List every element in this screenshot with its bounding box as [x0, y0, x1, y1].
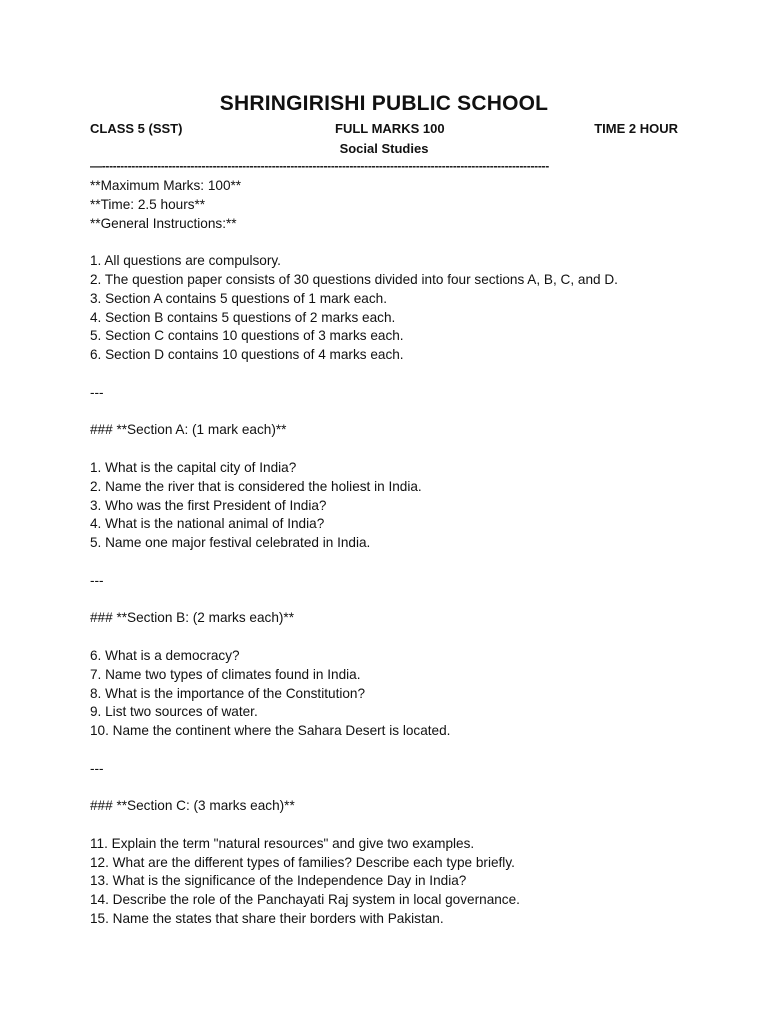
time-line: **Time: 2.5 hours** [90, 196, 206, 212]
separator: --- [90, 760, 104, 776]
question-item: 7. Name two types of climates found in India. [90, 666, 361, 682]
max-marks-line: **Maximum Marks: 100** [90, 178, 242, 193]
section-c-heading: ### **Section C: (3 marks each)** [90, 798, 295, 814]
instruction-item: 2. The question paper consists of 30 questions divided into four sections A, B, C, and D. [90, 271, 618, 287]
exam-body [90, 177, 730, 929]
subject-title: Social Studies [339, 141, 429, 156]
section-a-heading: ### **Section A: (1 mark each)** [90, 422, 287, 438]
question-item: 9. List two sources of water. [90, 704, 258, 720]
exam-meta-row [90, 121, 680, 139]
instruction-item: 3. Section A contains 5 questions of 1 mark each. [90, 290, 387, 306]
separator: --- [90, 572, 104, 588]
instruction-item: 6. Section D contains 10 questions of 4 marks each. [90, 347, 404, 363]
question-item: 1. What is the capital city of India? [90, 459, 297, 475]
question-item: 15. Name the states that share their borders with Pakistan. [90, 911, 444, 927]
full-marks-label: FULL MARKS 100 [335, 121, 445, 136]
question-item: 13. What is the significance of the Independence Day in India? [90, 873, 467, 889]
instruction-item: 4. Section B contains 5 questions of 2 marks each. [90, 309, 396, 325]
time-label: TIME 2 HOUR [594, 121, 678, 136]
class-label: CLASS 5 (SST) [90, 121, 183, 136]
question-item: 14. Describe the role of the Panchayati Raj system in local governance. [90, 892, 520, 908]
instruction-item: 5. Section C contains 10 questions of 3 marks each. [90, 328, 404, 344]
question-item: 5. Name one major festival celebrated in India. [90, 535, 371, 551]
instruction-item: 1. All questions are compulsory. [90, 253, 281, 269]
separator: --- [90, 384, 104, 400]
question-item: 10. Name the continent where the Sahara Desert is located. [90, 723, 451, 739]
general-instructions-heading: **General Instructions:** [90, 215, 237, 231]
question-item: 6. What is a democracy? [90, 647, 240, 663]
question-item: 11. Explain the term "natural resources" and give two examples. [90, 835, 475, 851]
question-item: 2. Name the river that is considered the holiest in India. [90, 478, 422, 494]
header-divider: —------------------------------------------------------------------------------------------------------------------------- [90, 159, 549, 173]
school-name: SHRINGIRISHI PUBLIC SCHOOL [219, 92, 549, 115]
section-b-heading: ### **Section B: (2 marks each)** [90, 610, 295, 626]
question-item: 4. What is the national animal of India? [90, 516, 325, 532]
question-item: 12. What are the different types of families? Describe each type briefly. [90, 854, 515, 870]
question-item: 8. What is the importance of the Constitution? [90, 685, 366, 701]
question-item: 3. Who was the first President of India? [90, 497, 327, 513]
